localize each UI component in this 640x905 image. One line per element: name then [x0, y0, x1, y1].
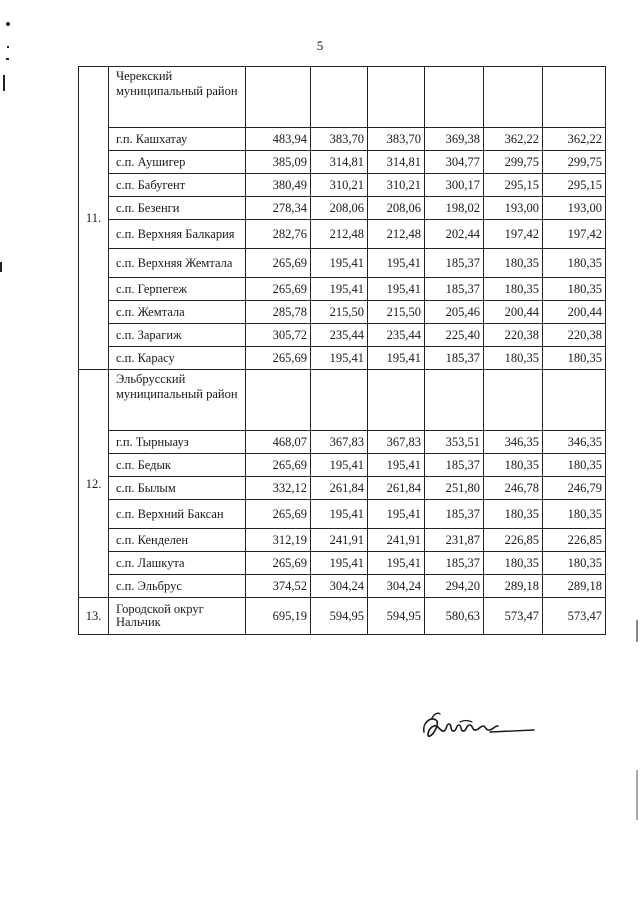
- value-cell: 265,69: [246, 278, 311, 301]
- settlement-name: с.п. Лашкута: [109, 552, 246, 575]
- empty-cell: [311, 370, 368, 431]
- value-cell: 278,34: [246, 197, 311, 220]
- empty-cell: [246, 67, 311, 128]
- value-cell: 468,07: [246, 431, 311, 454]
- table-row: [79, 278, 606, 301]
- settlement-name: с.п. Верхняя Жемтала: [109, 249, 246, 278]
- value-cell: 285,78: [246, 301, 311, 324]
- value-cell: 304,24: [368, 575, 425, 598]
- value-cell: 695,19: [246, 598, 311, 635]
- value-cell: 246,79: [543, 477, 606, 500]
- value-cell: 202,44: [425, 220, 484, 249]
- value-cell: 180,35: [543, 552, 606, 575]
- value-cell: 265,69: [246, 249, 311, 278]
- value-cell: 185,37: [425, 500, 484, 529]
- value-cell: 195,41: [311, 552, 368, 575]
- value-cell: 246,78: [484, 477, 543, 500]
- settlement-name: с.п. Аушигер: [109, 151, 246, 174]
- empty-cell: [425, 370, 484, 431]
- value-cell: 220,38: [543, 324, 606, 347]
- value-cell: 573,47: [484, 598, 543, 635]
- tariff-table: [78, 66, 606, 635]
- scan-mark-line: [0, 262, 2, 272]
- value-cell: 225,40: [425, 324, 484, 347]
- table-row: [79, 347, 606, 370]
- settlement-name: Городской округ Нальчик: [109, 598, 246, 635]
- value-cell: 573,47: [543, 598, 606, 635]
- value-cell: 299,75: [543, 151, 606, 174]
- value-cell: 289,18: [543, 575, 606, 598]
- value-cell: 332,12: [246, 477, 311, 500]
- empty-cell: [246, 370, 311, 431]
- signature-image: [420, 706, 538, 746]
- value-cell: 195,41: [311, 454, 368, 477]
- value-cell: 195,41: [368, 347, 425, 370]
- value-cell: 299,75: [484, 151, 543, 174]
- value-cell: 180,35: [484, 500, 543, 529]
- value-cell: 208,06: [368, 197, 425, 220]
- table-row: [79, 431, 606, 454]
- value-cell: 180,35: [543, 347, 606, 370]
- value-cell: 310,21: [368, 174, 425, 197]
- table-row: [79, 249, 606, 278]
- value-cell: 367,83: [311, 431, 368, 454]
- value-cell: 295,15: [484, 174, 543, 197]
- value-cell: 369,38: [425, 128, 484, 151]
- value-cell: 314,81: [368, 151, 425, 174]
- settlement-name: с.п. Былым: [109, 477, 246, 500]
- settlement-name: с.п. Кенделен: [109, 529, 246, 552]
- value-cell: 289,18: [484, 575, 543, 598]
- page-number: 5: [316, 38, 324, 53]
- value-cell: 265,69: [246, 500, 311, 529]
- value-cell: 226,85: [543, 529, 606, 552]
- table-row: [79, 477, 606, 500]
- value-cell: 265,69: [246, 552, 311, 575]
- value-cell: 300,17: [425, 174, 484, 197]
- value-cell: 215,50: [311, 301, 368, 324]
- value-cell: 180,35: [484, 454, 543, 477]
- value-cell: 180,35: [543, 454, 606, 477]
- empty-cell: [543, 370, 606, 431]
- value-cell: 193,00: [484, 197, 543, 220]
- value-cell: 180,35: [543, 500, 606, 529]
- value-cell: 367,83: [368, 431, 425, 454]
- settlement-name: с.п. Верхняя Балкария: [109, 220, 246, 249]
- value-cell: 580,63: [425, 598, 484, 635]
- value-cell: 197,42: [543, 220, 606, 249]
- value-cell: 594,95: [368, 598, 425, 635]
- value-cell: 220,38: [484, 324, 543, 347]
- table-row: [79, 552, 606, 575]
- value-cell: 231,87: [425, 529, 484, 552]
- table-row: [79, 220, 606, 249]
- settlement-name: с.п. Безенги: [109, 197, 246, 220]
- settlement-name: с.п. Верхний Баксан: [109, 500, 246, 529]
- value-cell: 180,35: [484, 347, 543, 370]
- table-row: [79, 174, 606, 197]
- value-cell: 195,41: [311, 249, 368, 278]
- table-row: [79, 151, 606, 174]
- settlement-name: с.п. Зарагиж: [109, 324, 246, 347]
- settlement-name: с.п. Жемтала: [109, 301, 246, 324]
- value-cell: 185,37: [425, 347, 484, 370]
- value-cell: 261,84: [368, 477, 425, 500]
- value-cell: 197,42: [484, 220, 543, 249]
- value-cell: 483,94: [246, 128, 311, 151]
- value-cell: 282,76: [246, 220, 311, 249]
- value-cell: 374,52: [246, 575, 311, 598]
- empty-cell: [311, 67, 368, 128]
- value-cell: 265,69: [246, 454, 311, 477]
- value-cell: 212,48: [368, 220, 425, 249]
- settlement-name: с.п. Бедык: [109, 454, 246, 477]
- value-cell: 195,41: [311, 278, 368, 301]
- value-cell: 195,41: [368, 249, 425, 278]
- value-cell: 380,49: [246, 174, 311, 197]
- value-cell: 180,35: [484, 552, 543, 575]
- value-cell: 241,91: [368, 529, 425, 552]
- value-cell: 346,35: [543, 431, 606, 454]
- empty-cell: [484, 370, 543, 431]
- value-cell: 383,70: [368, 128, 425, 151]
- settlement-name: г.п. Тырныауз: [109, 431, 246, 454]
- table-row: [79, 575, 606, 598]
- scan-mark-line: [636, 620, 638, 642]
- settlement-name: г.п. Кашхатау: [109, 128, 246, 151]
- value-cell: 200,44: [543, 301, 606, 324]
- scan-mark-dot: [7, 46, 9, 48]
- value-cell: 200,44: [484, 301, 543, 324]
- value-cell: 304,77: [425, 151, 484, 174]
- value-cell: 195,41: [311, 347, 368, 370]
- value-cell: 383,70: [311, 128, 368, 151]
- value-cell: 265,69: [246, 347, 311, 370]
- value-cell: 180,35: [484, 249, 543, 278]
- section-number: 11.: [79, 67, 109, 370]
- value-cell: 346,35: [484, 431, 543, 454]
- table-row: [79, 529, 606, 552]
- scan-mark-top: [6, 22, 10, 26]
- value-cell: 195,41: [368, 500, 425, 529]
- empty-cell: [543, 67, 606, 128]
- value-cell: 198,02: [425, 197, 484, 220]
- value-cell: 235,44: [368, 324, 425, 347]
- value-cell: 304,24: [311, 575, 368, 598]
- table-row: [79, 301, 606, 324]
- section-number: 13.: [79, 598, 109, 635]
- empty-cell: [368, 370, 425, 431]
- value-cell: 212,48: [311, 220, 368, 249]
- value-cell: 305,72: [246, 324, 311, 347]
- district-name: Эльбрусский муниципальный район: [109, 370, 246, 431]
- district-name: Черекский муниципальный район: [109, 67, 246, 128]
- empty-cell: [368, 67, 425, 128]
- table-row: [79, 324, 606, 347]
- table-row: [79, 598, 606, 635]
- value-cell: 235,44: [311, 324, 368, 347]
- value-cell: 362,22: [484, 128, 543, 151]
- value-cell: 195,41: [368, 454, 425, 477]
- settlement-name: с.п. Герпегеж: [109, 278, 246, 301]
- empty-cell: [425, 67, 484, 128]
- value-cell: 295,15: [543, 174, 606, 197]
- scan-mark-line: [3, 75, 5, 91]
- value-cell: 314,81: [311, 151, 368, 174]
- value-cell: 185,37: [425, 552, 484, 575]
- value-cell: 195,41: [368, 278, 425, 301]
- value-cell: 180,35: [543, 278, 606, 301]
- table-row: [79, 197, 606, 220]
- district-header-row: [79, 67, 606, 128]
- value-cell: 241,91: [311, 529, 368, 552]
- value-cell: 185,37: [425, 454, 484, 477]
- section-number: 12.: [79, 370, 109, 598]
- value-cell: 251,80: [425, 477, 484, 500]
- value-cell: 205,46: [425, 301, 484, 324]
- scan-mark-line: [636, 770, 638, 820]
- value-cell: 195,41: [368, 552, 425, 575]
- value-cell: 208,06: [311, 197, 368, 220]
- table-row: [79, 454, 606, 477]
- value-cell: 310,21: [311, 174, 368, 197]
- value-cell: 594,95: [311, 598, 368, 635]
- value-cell: 353,51: [425, 431, 484, 454]
- settlement-name: с.п. Карасу: [109, 347, 246, 370]
- table-row: [79, 128, 606, 151]
- value-cell: 215,50: [368, 301, 425, 324]
- table-row: [79, 500, 606, 529]
- value-cell: 195,41: [311, 500, 368, 529]
- settlement-name: с.п. Бабугент: [109, 174, 246, 197]
- value-cell: 261,84: [311, 477, 368, 500]
- value-cell: 362,22: [543, 128, 606, 151]
- value-cell: 180,35: [543, 249, 606, 278]
- value-cell: 180,35: [484, 278, 543, 301]
- value-cell: 312,19: [246, 529, 311, 552]
- value-cell: 294,20: [425, 575, 484, 598]
- empty-cell: [484, 67, 543, 128]
- value-cell: 193,00: [543, 197, 606, 220]
- value-cell: 185,37: [425, 278, 484, 301]
- value-cell: 226,85: [484, 529, 543, 552]
- value-cell: 185,37: [425, 249, 484, 278]
- district-header-row: [79, 370, 606, 431]
- scan-mark-dot: [6, 58, 9, 60]
- value-cell: 385,09: [246, 151, 311, 174]
- settlement-name: с.п. Эльбрус: [109, 575, 246, 598]
